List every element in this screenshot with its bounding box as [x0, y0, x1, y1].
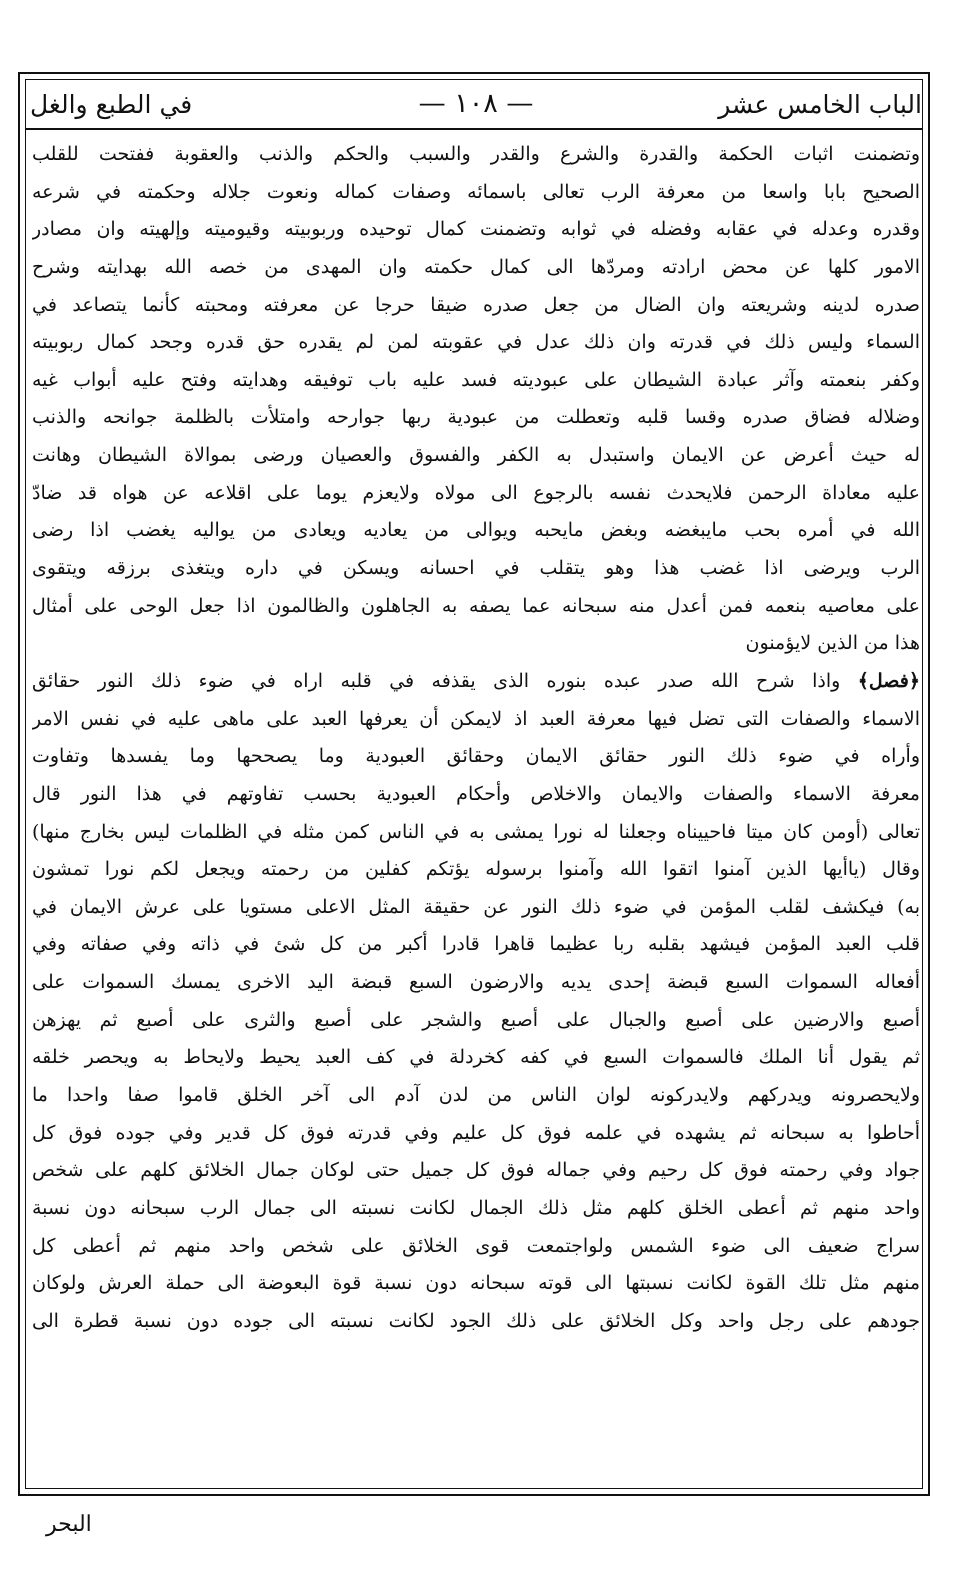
- running-header: [30, 84, 922, 124]
- text-line: وأراه في ضوء ذلك النور حقائق الايمان وحقائق العبودية وما يصححها وما يفسدها وتفاوت: [32, 745, 920, 768]
- text-line: واذا شرح الله صدر عبده بنوره الذى يقذفه في قلبه اراه في ضوء ذلك النور حقائق: [32, 669, 841, 692]
- text-line: الصحيح بابا واسعا من معرفة الرب تعالى باسمائه وصفات كماله ونعوت جلاله وحكمته في شرعه: [32, 180, 920, 203]
- text-line: قلب العبد المؤمن فيشهد بقلبه ربا عظيما قاهرا قادرا أكبر من كل شئ في ذاته وفي صفاته وفي: [32, 933, 920, 956]
- text-line: وضلاله فضاق صدره وقسا قلبه وتعطلت من عبودية ربها جوارحه وامتلأت بالظلمة جوانحه والذنب: [32, 406, 920, 429]
- catchword: البحر: [46, 1512, 92, 1537]
- fasl-heading: ﴿فصل﴾: [857, 669, 920, 692]
- text-line: سراج ضعيف الى ضوء الشمس ولواجتمعت قوى الخلائق على شخص واحد منهم ثم أعطى كل: [32, 1234, 920, 1257]
- text-line: الامور كلها عن محض ارادته ومردّها الى كمال حكمته وان المهدى من خصه الله بهدايته وشرح: [32, 255, 920, 278]
- text-line: عليه معاداة الرحمن فلايحدث نفسه بالرجوع الى مولاه ولايعزم يوما على اقلاعه عن هواه قد ضادّ: [32, 481, 920, 504]
- text-line: له حيث أعرض عن الايمان واستبدل به الكفر والفسوق والعصيان ورضى بموالاة الشيطان وهانت: [32, 444, 920, 467]
- text-line: وتضمنت اثبات الحكمة والقدرة والشرع والقدر والسبب والحكم والذنب والعقوبة ففتحت للقلب: [32, 143, 920, 165]
- section-topic: في الطبع والغل: [30, 90, 193, 119]
- text-line: جودهم على رجل واحد وكل الخلائق على ذلك الجود لكانت نسبته الى جوده دون نسبة قطرة الى: [32, 1309, 920, 1332]
- text-line: منهم مثل تلك القوة لكانت نسبتها الى قوته سبحانه دون نسبة قوة البعوضة الى حملة العرش ولوكان: [32, 1272, 920, 1295]
- text-line: الله في أمره بحب مايبغضه وبغض مايحبه ويوالى من يعاديه ويعادى من يواليه يغضب اذا رضى: [32, 519, 920, 542]
- text-line: أحاطوا به سبحانه ثم يشهده في علمه فوق كل عليم وفي قدرته فوق كل قدير وفي جوده فوق كل: [32, 1121, 920, 1144]
- text-line: ولايحصرونه ويدركهم ولايدركونه لوان الناس من لدن آدم الى آخر الخلق قاموا صفا واحدا ما: [32, 1084, 920, 1107]
- text-line: وقدره وعدله في عقابه وفضله في ثوابه وتضمنت كمال توحيده وربوبيته وقيوميته وإلهيته وان مصادر: [32, 218, 920, 241]
- text-line: الاسماء والصفات التى تضل فيها معرفة العبد اذ لايمكن أن يعرفها العبد على ماهى عليه في نفس الامر: [32, 707, 920, 730]
- text-line: السماء وليس ذلك في قدرته وان ذلك عدل في عقوبته لمن لم يقدره حق قدره وجحد كمال ربوبيته: [32, 331, 920, 354]
- text-line: الرب ويرضى اذا غضب هذا وهو يتقلب في احسانه ويسكن في داره ويتغذى برزقه ويتقوى: [32, 557, 920, 580]
- chapter-title: الباب الخامس عشر: [718, 90, 922, 119]
- text-line: تعالى (أومن كان ميتا فاحييناه وجعلنا له نورا يمشى به في الناس كمن مثله في الظلمات ليس بخارج منها): [32, 820, 920, 843]
- header-divider: [26, 128, 922, 130]
- text-line: أصبع والارضين على أصبع والجبال على أصبع والشجر على أصبع والثرى على أصبع ثم يهزهن: [32, 1008, 920, 1031]
- text-line: وقال (ياأيها الذين آمنوا اتقوا الله وآمنوا برسوله يؤتكم كفلين من رحمته ويجعل لكم نورا تمشون: [32, 858, 920, 881]
- text-line: وكفر بنعمته وآثر عبادة الشيطان على عبوديته فسد عليه باب توفيقه وهدايته وفتح عليه أبواب غيه: [32, 368, 920, 391]
- text-line: على معاصيه بنعمه فمن أعدل منه سبحانه عما يصفه به الجاهلون والظالمون اذا جعل الوحى على أمثال: [32, 594, 920, 617]
- fasl-first-line: [32, 663, 920, 701]
- page-number: — ١٠٨ —: [418, 88, 534, 119]
- text-line: جواد وفي رحمته فوق كل رحيم وفي جماله فوق كل جميل حتى لوكان جمال الخلائق كلهم على شخص: [32, 1159, 920, 1182]
- text-line: أفعاله السموات السبع قبضة إحدى يديه والارضون السبع قبضة اليد الاخرى يمسك السموات على: [32, 971, 920, 994]
- text-line: صدره لدينه وشريعته وان الضال من جعل صدره ضيقا حرجا عن معرفته ومحبته كأنما يتصاعد في: [32, 293, 920, 316]
- text-line: واحد منهم ثم أعطى الخلق كلهم مثل ذلك الجمال لكانت نسبته الى جمال الرب سبحانه دون نسبة: [32, 1196, 920, 1219]
- text-line: ثم يقول أنا الملك فالسموات السبع في كفه كخردلة في كف العبد يحيط ولايحاط به ويحصر خلقه: [32, 1046, 920, 1069]
- main-text: [32, 136, 920, 1341]
- text-line: هذا من الذين لايؤمنون: [745, 632, 920, 655]
- text-line: به) فيكشف لقلب المؤمن في ضوء ذلك النور عن حقيقة المثل الاعلى مستويا على عرش الايمان في: [32, 895, 920, 918]
- text-line: معرفة الاسماء والصفات والايمان والاخلاص وأحكام العبودية بحسب تفاوتهم في هذا النور قال: [32, 782, 920, 805]
